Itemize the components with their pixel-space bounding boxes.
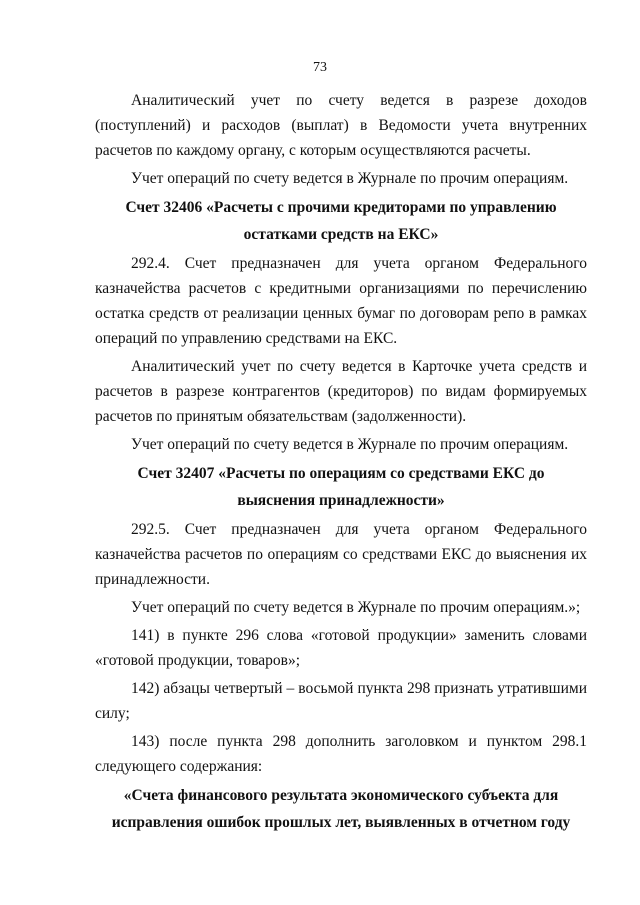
paragraph: 292.4. Счет предназначен для учета органом Федерального казначейства расчетов с кредитными организациями по перечислению остатка средств от реализации ценных бумаг по договорам репо в рамках операций по управлению средствами на ЕКС. <box>95 255 587 347</box>
paragraph: Аналитический учет по счету ведется в разрезе доходов (поступлений) и расходов (выплат) в Ведомости учета внутренних расчетов по каждому органу, с которым осуществляются расчеты. <box>95 92 587 159</box>
list-item: 143) после пункта 298 дополнить заголовком и пунктом 298.1 следующего содержания: <box>95 733 587 775</box>
section-heading <box>95 194 587 248</box>
heading-line: выяснения принадлежности» <box>237 492 445 509</box>
paragraph: Учет операций по счету ведется в Журнале по прочим операциям. <box>131 170 569 187</box>
paragraph: Учет операций по счету ведется в Журнале по прочим операциям. <box>131 436 569 453</box>
section-heading <box>95 460 587 514</box>
paragraph: 292.5. Счет предназначен для учета органом Федерального казначейства расчетов по операциям со средствами ЕКС до выяснения их принадлежности. <box>95 521 587 588</box>
paragraph: Аналитический учет по счету ведется в Карточке учета средств и расчетов в разрезе контрагентов (кредиторов) по видам формируемых расчетов по принятым обязательствам (задолженности). <box>95 358 587 425</box>
page-number: 73 <box>313 60 327 75</box>
heading-line: «Счета финансового результата экономического субъекта для <box>123 787 559 804</box>
paragraph: Учет операций по счету ведется в Журнале по прочим операциям.»; <box>131 599 581 616</box>
heading-line: остатками средств на ЕКС» <box>243 226 439 243</box>
list-item: 142) абзацы четвертый – восьмой пункта 298 признать утратившими силу; <box>95 680 587 722</box>
section-heading <box>95 782 587 836</box>
heading-line: Счет 32407 «Расчеты по операциям со средствами ЕКС до <box>137 465 545 482</box>
document-body <box>95 88 587 839</box>
heading-line: Счет 32406 «Расчеты с прочими кредиторами по управлению <box>125 199 557 216</box>
list-item: 141) в пункте 296 слова «готовой продукции» заменить словами «готовой продукции, товаров»; <box>95 627 587 669</box>
heading-line: исправления ошибок прошлых лет, выявленных в отчетном году <box>111 814 571 831</box>
